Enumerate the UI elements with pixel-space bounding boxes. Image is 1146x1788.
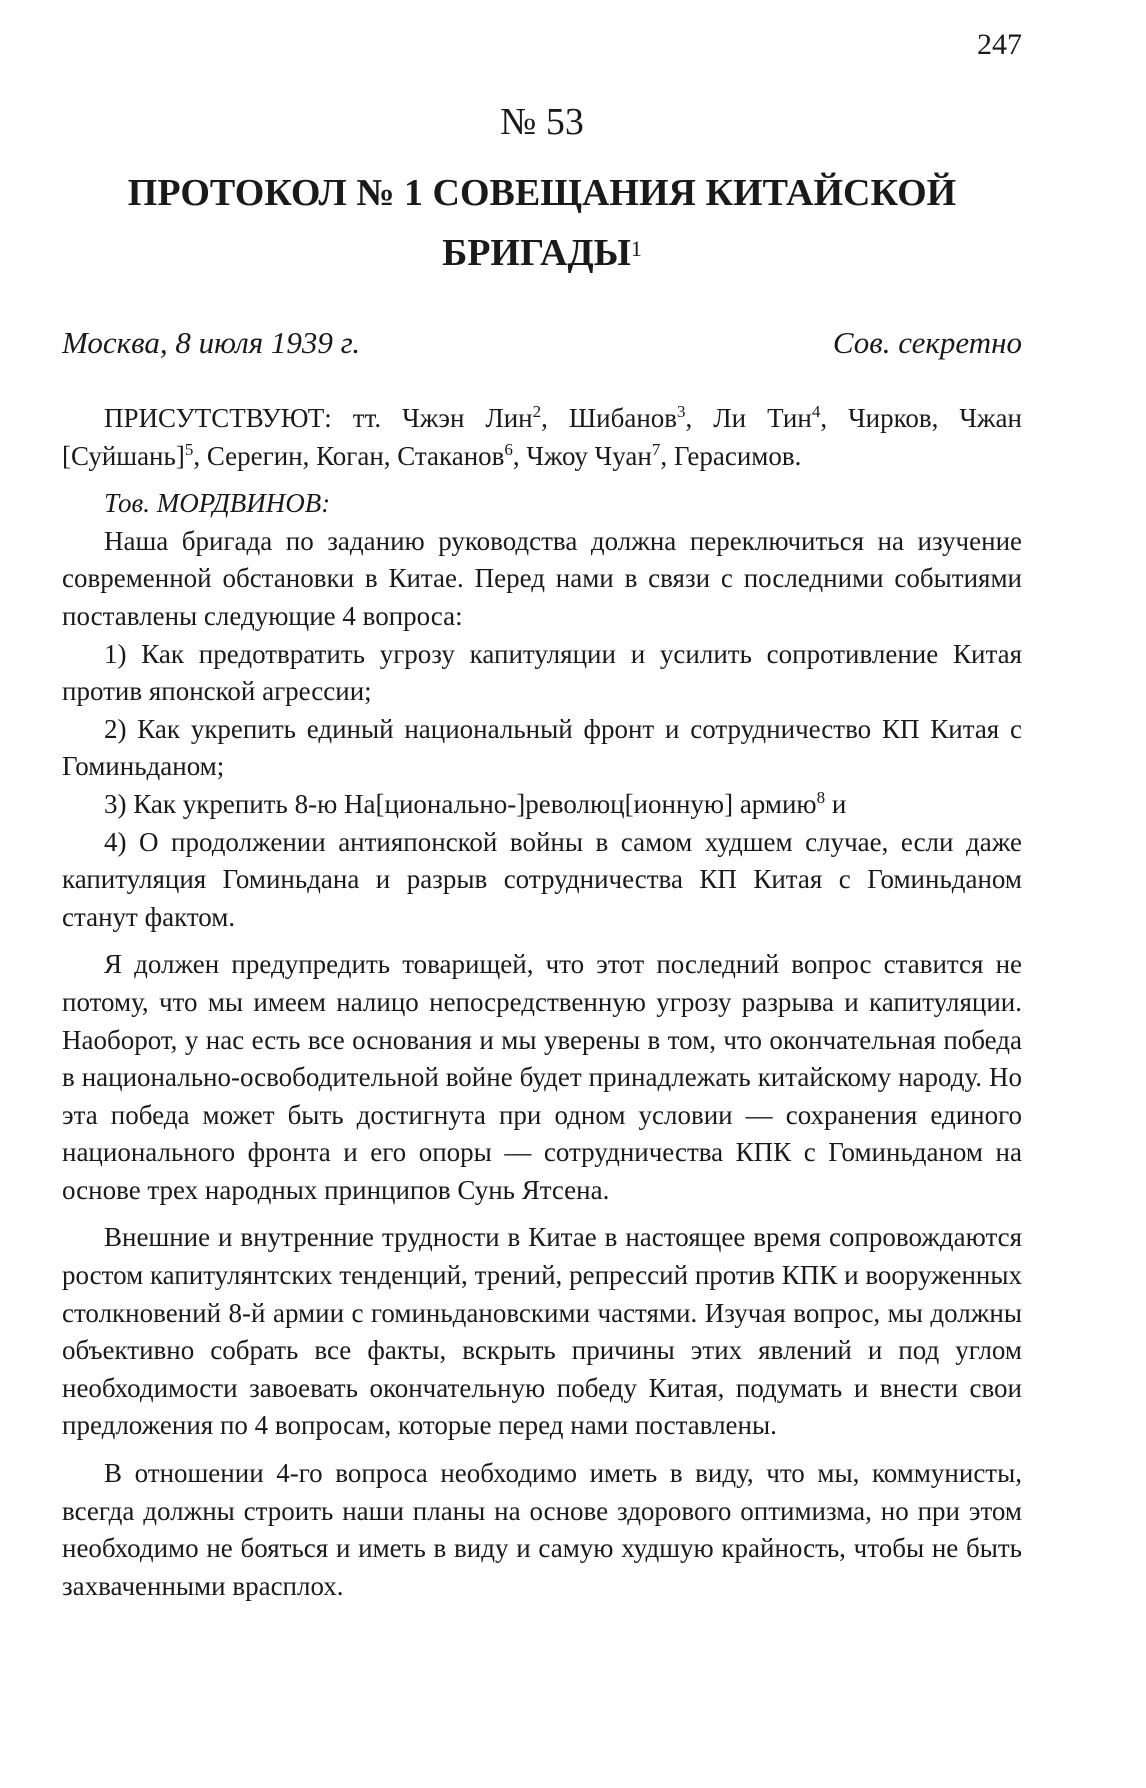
document-title (62, 163, 1022, 283)
title-line-1: ПРОТОКОЛ № 1 СОВЕЩАНИЯ КИТАЙСКОЙ (127, 172, 957, 214)
attendees-text: , Серегин, Коган, Стаканов (193, 440, 505, 471)
footnote-marker: 4 (811, 402, 821, 421)
attendees-text: , Герасимов. (660, 440, 802, 471)
question-3-end: и (825, 788, 847, 819)
document-body (62, 400, 1022, 1605)
question-3-text: 3) Как укрепить 8-ю На[ционально-]революц[ионную] армию (104, 788, 817, 819)
document-number: № 53 (500, 101, 584, 143)
place-and-date: Москва, 8 июля 1939 г. (62, 325, 361, 360)
attendees-text: , Чирков, Чжан [Суйшань] (62, 403, 1022, 471)
footnote-marker: 2 (532, 402, 542, 421)
attendees-text: , Ли Тин (685, 403, 812, 433)
page-number: 247 (977, 28, 1022, 61)
attendees-text: , Шибанов (541, 403, 678, 433)
title-line-2-text: БРИГАДЫ (442, 232, 631, 274)
question-3 (62, 786, 1022, 824)
question-1: 1) Как предотвратить угрозу капитуляции и усилить сопротивление Китая против японской агрессии; (62, 638, 1022, 707)
footnote-marker: 5 (184, 439, 194, 459)
attendees-paragraph (62, 400, 1022, 475)
attendees-text: , Чжоу Чуан (512, 440, 652, 471)
title-line-2 (62, 223, 1022, 283)
body-paragraph-2: Внешние и внутренние трудности в Китае в настоящее время сопровождаются ростом капитулянтских тенденций, трений, репрессий против КПК и вооруженных столкновений 8-й армии с гоминьдановскими частями. Изучая вопрос, мы должны объективно собрать все факты, вскрыть причины этих явлений и под углом необходимости завоевать окончательную победу Китая, подумать и внести свои предложения по 4 вопросам, которые перед нами поставлены. (62, 1222, 1022, 1441)
footnote-marker: 7 (651, 439, 661, 459)
document-page (62, 0, 1022, 1788)
body-paragraph-1: Я должен предупредить товарищей, что этот последний вопрос ставится не потому, что мы имеем налицо непосредственную угрозу разрыва и капитуляции. Наоборот, у нас есть все основания и мы уверены в том, что окончательная победа в национально-освободительной войне будет принадлежать китайскому народу. Но эта победа может быть достигнута при одном условии — сохранения единого национального фронта и его опоры — сотрудничества КПК с Гоминьданом на основе трех народных принципов Сунь Ятсена. (62, 949, 1022, 1205)
title-footnote-marker: 1 (630, 236, 642, 261)
footnote-marker: 3 (677, 402, 686, 421)
intro-paragraph: Наша бригада по заданию руководства должна переключиться на изучение современной обстановки в Китае. Перед нами в связи с последними событиями поставлены следующие 4 вопроса: (62, 525, 1022, 631)
question-2: 2) Как укрепить единый национальный фронт и сотрудничество КП Китая с Гоминьданом; (62, 713, 1022, 782)
question-4: 4) О продолжении антияпонской войны в самом худшем случае, если даже капитуляция Гоминьдана и разрыв сотрудничества КП Китая с Гоминьданом станут фактом. (62, 826, 1022, 932)
classification-stamp: Сов. секретно (832, 325, 1022, 360)
body-paragraph-3: В отношении 4-го вопроса необходимо иметь в виду, что мы, коммунисты, всегда должны строить наши планы на основе здорового оптимизма, но при этом необходимо не бояться и иметь в виду и самую худшую крайность, чтобы не быть захваченными врасплох. (62, 1458, 1022, 1601)
footnote-marker: 6 (504, 439, 513, 459)
speaker-name: Тов. МОРДВИНОВ: (104, 488, 331, 519)
footnote-marker: 8 (816, 787, 826, 807)
attendees-text: ПРИСУТСТВУЮТ: тт. Чжэн Лин (104, 403, 533, 433)
